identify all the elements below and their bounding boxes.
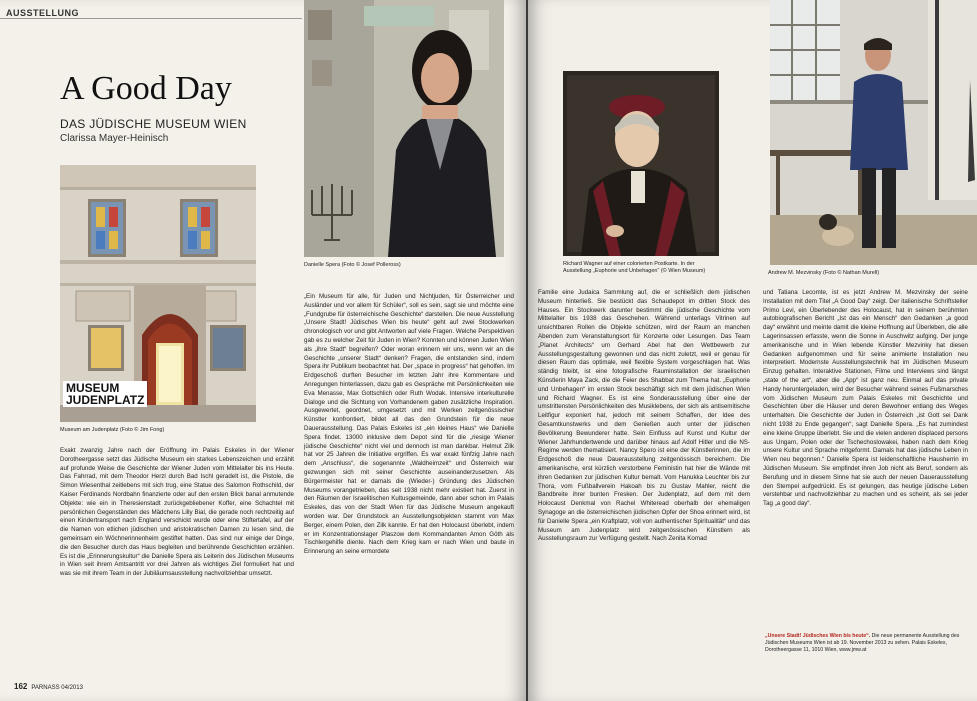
wagner-caption — [563, 261, 733, 276]
wagner-caption-line-2: Ausstellung „Euphorie und Unbehagen“ (© Wien Museum) — [563, 268, 706, 275]
spera-photo-caption: Danielle Spera (Foto © Josef Polleross) — [304, 262, 401, 268]
museum-logo — [63, 381, 147, 407]
page-footer — [14, 682, 83, 691]
footnote-text: Die neue permanente Ausstellung des Jüdischen Museums Wien ist ab 19. November 2013 zu sehen. Palais Eskeles, Dorotheergasse 11, 1010 Wien, www.jmw.at — [765, 633, 960, 654]
artist-illustration — [770, 0, 977, 265]
andrew-mezvinsky-photo — [770, 0, 977, 265]
exhibition-info-footnote — [765, 633, 970, 654]
article-title: A Good Day — [60, 70, 232, 107]
andrew-caption: Andrew M. Mezvinsky (Foto © Nathan Murell) — [768, 270, 880, 276]
article-author: Clarissa Mayer-Heinisch — [60, 133, 169, 144]
museum-judenplatz-photo — [60, 165, 256, 422]
wagner-caption-line-1: Richard Wagner auf einer colorierten Postkarte. In der — [563, 261, 695, 267]
richard-wagner-postcard — [563, 71, 719, 256]
text-column-2: „Ein Museum für alle, für Juden und Nichtjuden, für Österreicher und Ausländer und vor allem für Schüler“, soll es sein, sagt sie und möchte eine „Fundgrube für österreichische Geschichte“ darstellen. Die neue Ausstellung „Unsere Stadt! Jüdisches Wien bis heute“ geht auf zwei Stockwerken chronologisch vor und gibt Antworten auf viele Fragen. Welche Perspektiven gab es zu welcher Zeit für Juden in Wien? Konnten und können Juden Wien als „ihre Stadt“ begreifen? Oder woran erinnern wir uns, wenn wir an die Geschichte „unserer Stadt“ denken? Fragen, die entstanden sind, indem Spera ihr Publikum beobachtet hat. Der „space in progress“ hat geholfen. Im Erdgeschoß durften Besucher im letzten Jahr ihre Kommentare und Anregungen hinterlassen, dazu gab es Gespräche mit Persönlichkeiten wie Eva Menasse, Max Gottschlich oder Ruth Wodak. Intensive interkulturelle Dialoge und die Sichtung von Vorhandenem gaben zusätzliche Inspiration. Ausgewertet, geordnet, umgesetzt und mit Werken zeitgenössischer Künstler konfrontiert, bildet all das den Grundstein für die neue Dauerausstellung. Das Palais Eskeles ist „ein kleines Haus“ wie Danielle Spera findet. 13000 inklusive dem Depot sind für die „riesige Wiener jüdische Geschichte“ nicht viel und dennoch ist man dankbar. Helmut Zilk hat vor 25 Jahren die Initiative ergriffen. Es war exakt fünfzig Jahre nach dem „Anschluss“, die sogenannte „Waldheimzeit“ und Österreich war gezwungen sich mit seiner Geschichte auseinanderzusetzen. Als Bürgermeister hat er damals die (Wieder-) Gründung des Jüdischen Museums vorangetrieben, das seit 1938 nicht mehr existiert hat. Zuerst in den Räumen der Israelitischen Kultusgemeinde, dann aber schon im Palais Eskeles, das von der Stadt Wien für das Jüdische Museum angekauft worden war. Der Grundstock an Ausstellungsobjekten stammt von Max Berger, einem Polen, den Zilk kannte. Er hat den Holocaust überlebt, indem er im Konzentrationslager Plaszow dem Kommandanten Amon Göth als Tischlergehilfe diente. Nach dem Krieg kam er nach Wien und baute in Erinnerung an seine ermordete — [304, 293, 514, 556]
section-label: AUSSTELLUNG — [6, 8, 79, 18]
museum-photo-caption: Museum am Judenplatz (Foto © Jim Fong) — [60, 427, 165, 433]
article-subtitle: DAS JÜDISCHE MUSEUM WIEN — [60, 117, 247, 131]
text-column-3: Familie eine Judaica Sammlung auf, die er schließlich dem jüdischen Museum hinterließ. Sie bestückt das Schaudepot im dritten Stock des Hauses. Ein Stockwerk darunter bestimmt die jüdische Geschichte vom Mittelalter bis 1938 das Geschehen. Während unterlags Vitrinen auf unsichtbaren Rollen die Objekte schützen, wird der Raum an manchen Abenden zum Veranstaltungsort für Konzerte oder Lesungen. Das Team „Planet Architects“ um Gerhard Abel hat den Wettbewerb zur Ausstellungsgestaltung gewonnen und das nicht zuletzt, weil er genau für diesen Raum das optimale, weil flexible System vorgeschlagen hat. Was ständig bleibt, ist eine fotografische Rauminstallation der israelischen Künstlerin Maya Zack, die die Feier des Shabbat zum Thema hat. „Euphorie und Unbehagen“ im ersten Stock beschäftigt sich mit dem jüdischen Wien und Richard Wagner. Es ist eine Sonderausstellung über eine der umstrittensten Persönlichkeiten des Musiklebens, der sich als antisemitische Leitfigur exponiert hat, jedoch mit seinem Schaffen, der Idee des Gesamtkunstwerks und dem Genießen auch unter der jüdischen Bevölkerung Bewunderer hatte. Sein Einfluss auf Kunst und Kultur der Wiener Jahrhundertwende und darüber hinaus auf Adolf Hitler und die NS-Regime werden thematisiert. Nancy Spero ist eine der Künstlerinnen, die im Erdgeschoß die neue Dauerausstellung zeitgenössisch bereichern. Die amerikanische, erst kürzlich verstorbene Feministin hat hier die Wände mit ihren Gedanken zur jüdischen Kultur bemalt. Vom Hanukka Leuchter bis zur Thora, vom Fußballverein Hakoah bis zu Gustav Mahler, reicht die Bandbreite ihrer bunten Fresken. Der Judenplatz, auf dem mit dem Holocaust Denkmal von Rachel Whiteread oberhalb der ehemaligen Synagoge an die österreichischen jüdischen Opfer der Shoa erinnert wird, ist für Danielle Spera „ein Kraftplatz, voll von authentischer Spiritualität“ und das Museum am Judenplatz wird zeitgenössischen Künstlern als Ausstellungsraum zur Verfügung gestellt. Nach Zenita Komad — [538, 289, 750, 543]
wagner-illustration — [563, 71, 719, 256]
text-column-4: und Tatiana Lecomte, ist es jetzt Andrew M. Mezvinsky der seine Installation mit dem Titel „A Good Day“ zeigt. Der italienische Schriftsteller Primo Levi, ein Überlebender des Holocaust, hat in seinem berühmten autobiografischen Bericht „Ist das ein Mensch“ den Gedanken „a good day“ erwähnt und meinte damit die kleine Hoffnung auf Überleben, die alle Lagerinsassen erfasste, wenn die Sonne in Auschwitz aufging. Der junge amerikanische und in Wien lebende Künstler Mezvinky hat diesen Gedanken aufgenommen und für seine animierte Installation neu interpretiert. Modernste Ausstellungstechnik hat im Jüdischen Museum Einzug gehalten. Interaktive Stationen, Filme und Interviews sind längst „state of the art“, aber die „App“ ist ganz neu. Einmal auf das private Handy heruntergeladen, wird der Besucher während seines Fußmarsches vom Jüdischen Museum zum Palais Eskeles mit Geschichte und Geschichten über die Häuser und deren Bewohner entlang des Weges unterhalten. Die Geschichte der Juden in Österreich „ist Gott sei Dank nicht 1938 zu Ende gegangen“, sagt Danielle Spera. „Es hat zumindest eine kleine Gruppe überlebt. Sie und die vielen anderen displaced persons aus Ungarn, Polen oder der Tschechoslowakei, haben nach dem Krieg unsere Kultur und Sprache mitgeformt. Damals hat das jüdische Leben in Wien neu begonnen.“ Danielle Spera ist leidenschaftliche Hausherrin im Jüdischen Museum. Sie empfindet ihren Job nicht als Beruf, sondern als Berufung und in diesem Sinne hat sie auch der neuen Dauerausstellung den Stempel aufgedrückt. Es ist gelungen, das heutige jüdische Leben verstehbar und nachvollziehbar zu machen und es scheint, als sei jeder Tag „a good day“. — [763, 289, 968, 508]
text-column-1: Exakt zwanzig Jahre nach der Eröffnung im Palais Eskeles in der Wiener Dorotheergasse setzt das Jüdische Museum ein starkes Lebenszeichen und erzählt auf profunde Weise die Geschichte der Wiener Juden vom Mittelalter bis ins Heute. Das Fahrrad, mit dem Theodor Herzl durch Bad Ischl geradelt ist, die Pistole, die Simon Wiesenthal zeitlebens mit sich trug, eine Statue des Salomon Rothschild, der Kaiser Ferdinands Nordbahn finanzierte oder auf den ersten Blick banal anmutende Objekte: wie ein in Theresienstadt zurückgebliebener Koffer, eine Schachtel mit persönlichen Gegenständen des Mädchens Lilly Bial, die gerade noch rechtzeitig auf einen Kindertransport nach England verschickt wurde oder eine Stiftertafel, auf der die Namen von etlichen jüdischen und aristokratischen Damen zu lesen sind, die gemeinsam ein Wöchnerinnenheim gestiftet hatten. Das sind nur einige der Dinge, die den Besucher durch das Haus begleiten und berührende Geschichten erzählen. Es ist die „Erinnerungskultur“ die Danielle Spera als Leiterin des Jüdischen Museums in Wien seit ihrem Amtsantritt vor drei Jahren als wichtiges Ziel formuliert hat und was sie mit ihrem Team in der Jubiläumsausstellung nachvollziehbar umsetzt. — [60, 447, 294, 578]
page-number: 162 — [14, 682, 28, 691]
logo-line-2: JUDENPLATZ — [66, 393, 145, 407]
magazine-issue: PARNASS 04/2013 — [31, 685, 83, 691]
portrait-illustration — [304, 0, 504, 257]
logo-line-1: MUSEUM — [66, 381, 120, 395]
danielle-spera-photo — [304, 0, 504, 257]
footnote-highlight: „Unsere Stadt! Jüdisches Wien bis heute“. — [765, 633, 871, 639]
